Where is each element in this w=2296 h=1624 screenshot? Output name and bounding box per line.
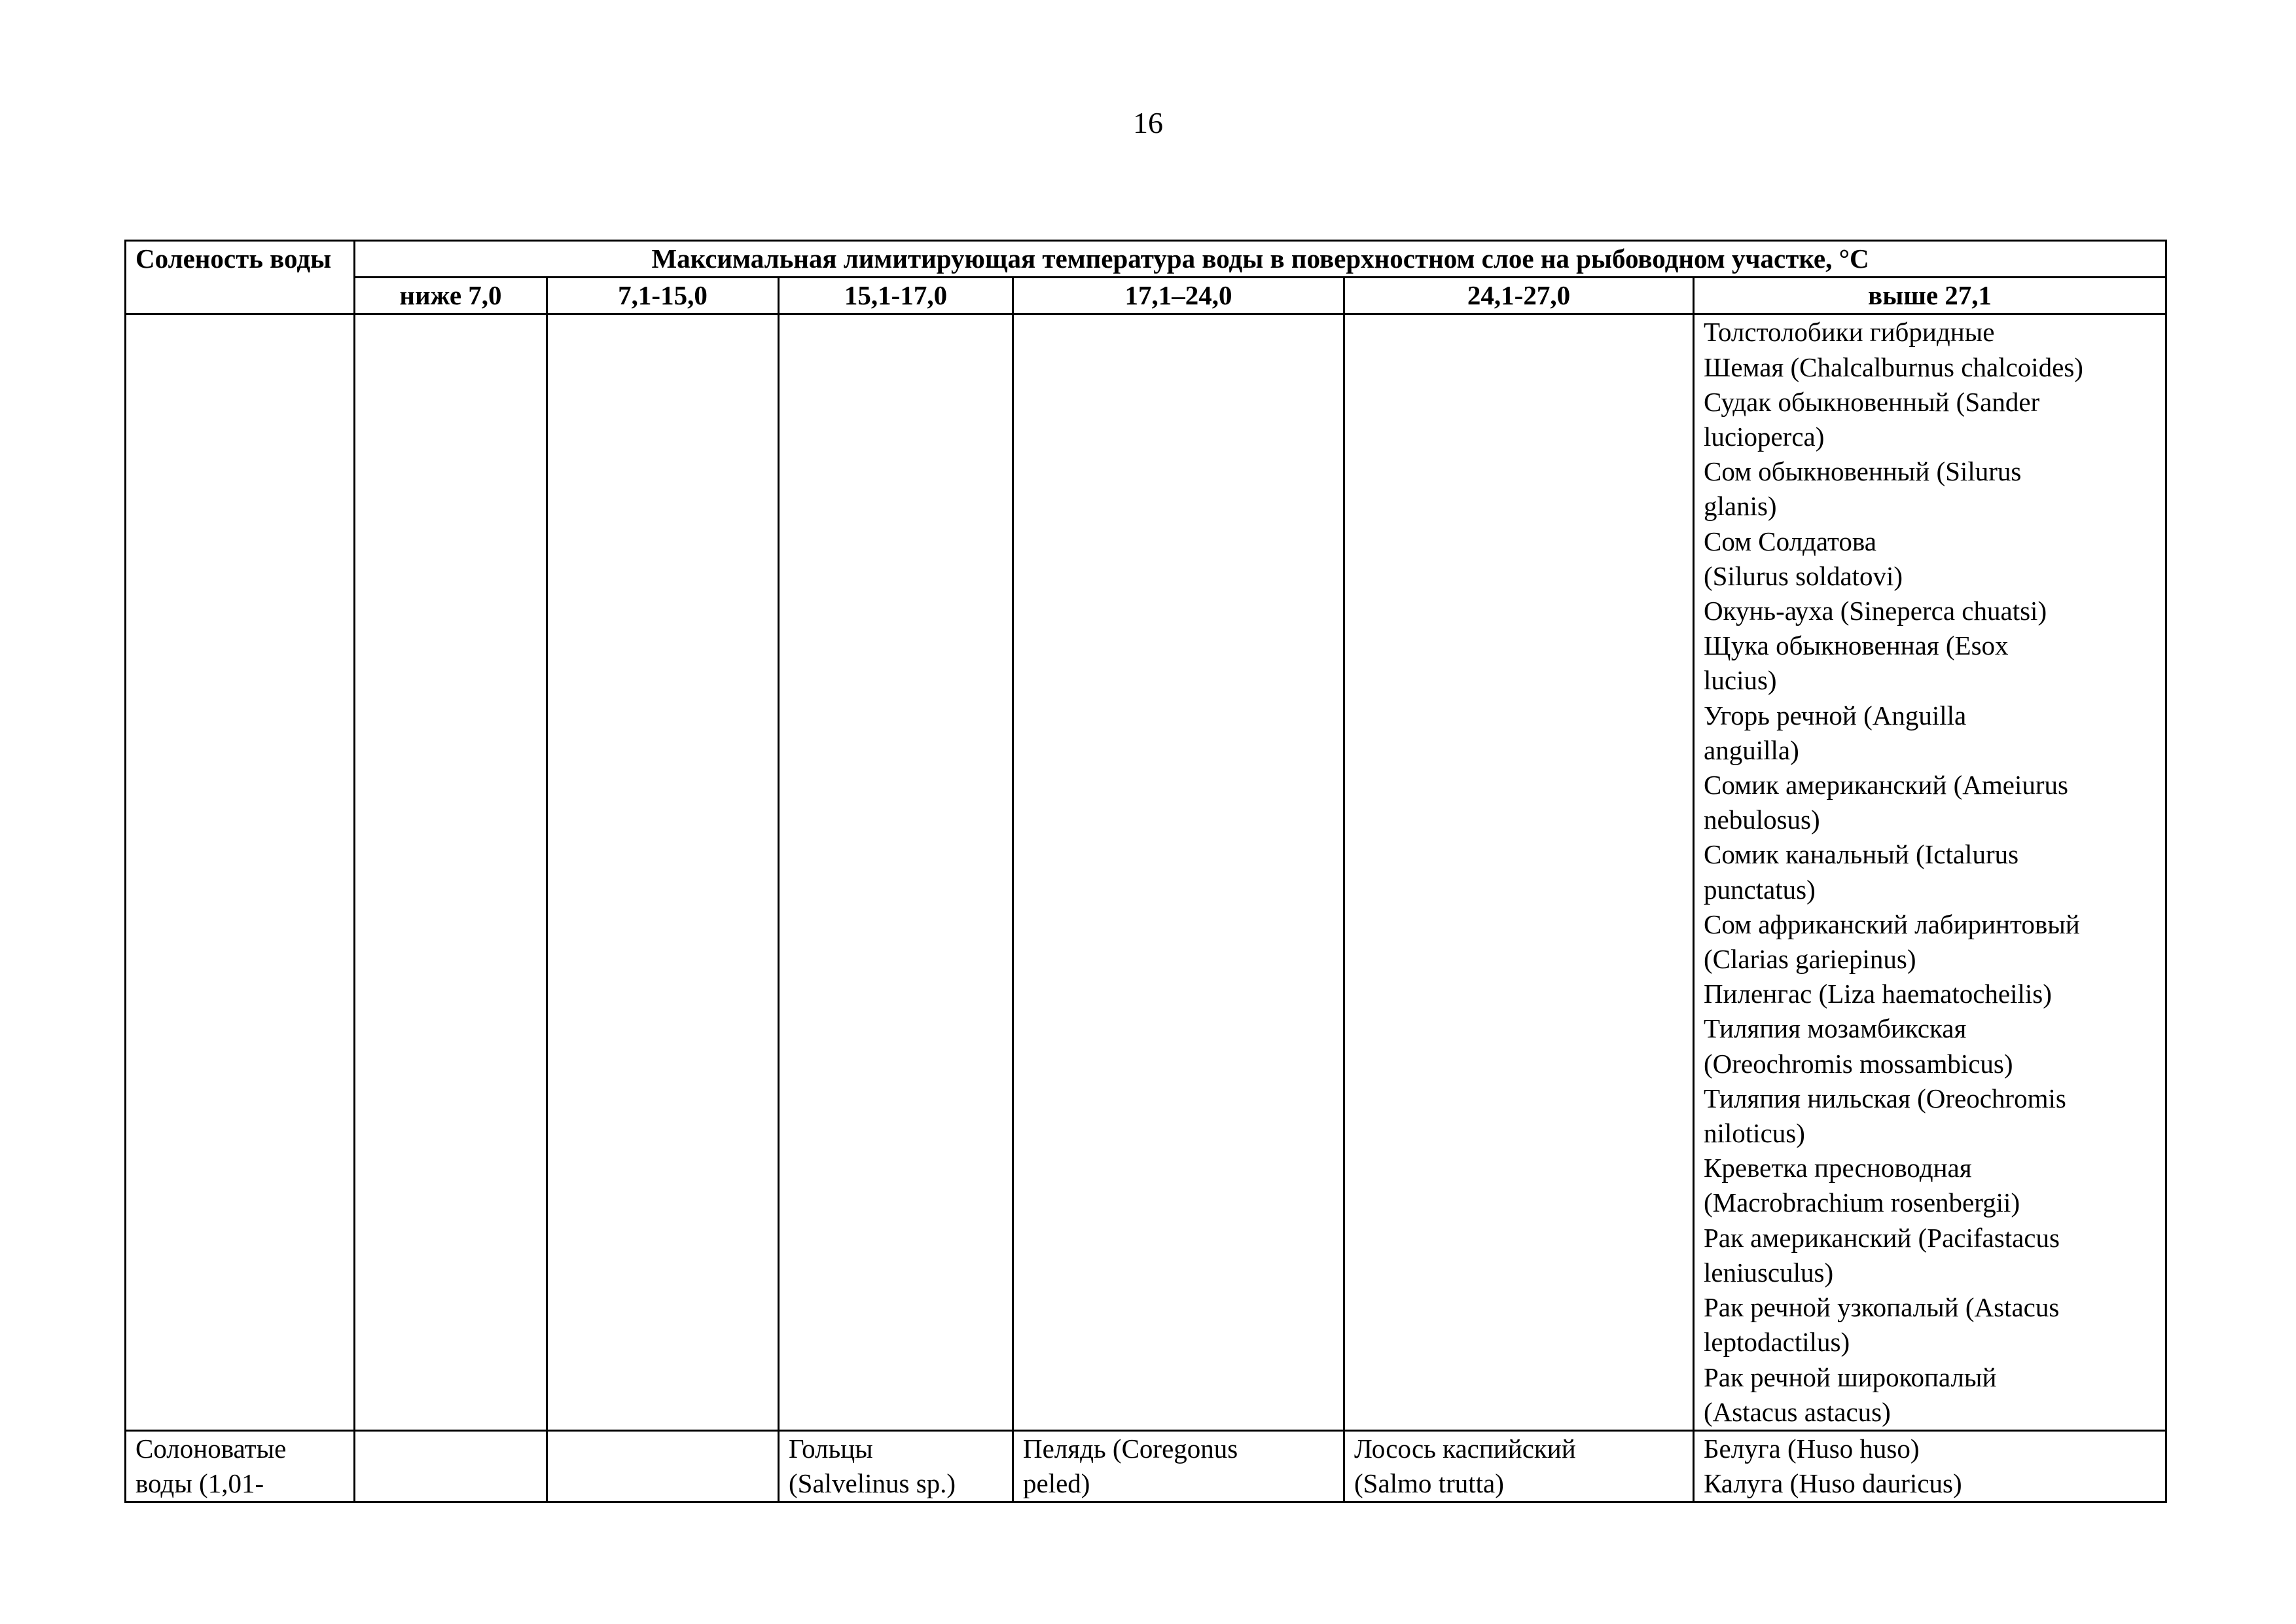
cell-text-line: lucioperca) — [1704, 422, 1825, 452]
cell-text-line: Сомик американский (Ameiurus — [1704, 770, 2068, 801]
cell-text-line: punctatus) — [1704, 874, 1816, 905]
cell-text-line: Судак обыкновенный (Sander — [1704, 386, 2040, 417]
species-list-cell — [1694, 1430, 2166, 1502]
range-header: 24,1-27,0 — [1344, 278, 1694, 314]
table-cell — [355, 314, 547, 1431]
cell-text-line: Тиляпия мозамбикская — [1704, 1013, 1967, 1044]
table-cell — [1013, 314, 1344, 1431]
table-row — [126, 314, 2166, 1431]
cell-text-line: Шемая (Chalcalburnus chalcoides) — [1704, 352, 2083, 382]
range-header: выше 27,1 — [1694, 278, 2166, 314]
cell-text-line: anguilla) — [1704, 734, 1799, 765]
cell-text-line: Пиленгас (Liza haematocheilis) — [1704, 979, 2052, 1009]
species-list-cell — [1344, 1430, 1694, 1502]
range-header: 17,1–24,0 — [1013, 278, 1344, 314]
table-cell — [355, 1430, 547, 1502]
species-list-cell — [1013, 1430, 1344, 1502]
fish-temperature-table — [124, 240, 2167, 1503]
salinity-cell — [126, 1430, 355, 1502]
cell-text-line: воды (1,01- — [135, 1468, 264, 1499]
cell-text-line: Рак речной узкопалый (Astacus — [1704, 1292, 2060, 1323]
cell-text-line: (Macrobrachium rosenbergii) — [1704, 1187, 2020, 1218]
cell-text-line: Тиляпия нильская (Oreochromis — [1704, 1083, 2066, 1113]
cell-text-line: Пелядь (Coregonus — [1023, 1433, 1238, 1464]
cell-text-line: niloticus) — [1704, 1118, 1805, 1149]
cell-text-line: (Clarias gariepinus) — [1704, 944, 1916, 975]
table-cell — [1344, 314, 1694, 1431]
cell-text-line: (Salmo trutta) — [1354, 1468, 1504, 1499]
cell-text-line: Рак американский (Pacifastacus — [1704, 1222, 2060, 1253]
cell-text-line: Сом обыкновенный (Silurus — [1704, 456, 2022, 487]
table-row — [126, 1430, 2166, 1502]
species-list-cell — [779, 1430, 1013, 1502]
range-header: 7,1-15,0 — [547, 278, 779, 314]
cell-text-line: Сом африканский лабиринтовый — [1704, 909, 2080, 939]
cell-text-line: Креветка пресноводная — [1704, 1153, 1972, 1183]
cell-text-line: (Astacus astacus) — [1704, 1396, 1891, 1427]
table-cell — [779, 314, 1013, 1431]
cell-text-line: leniusculus) — [1704, 1257, 1834, 1288]
table-cell — [547, 1430, 779, 1502]
salinity-cell — [126, 314, 355, 1431]
cell-text-line: (Salvelinus sp.) — [789, 1468, 956, 1499]
cell-text-line: Сом Солдатова — [1704, 526, 1876, 556]
cell-text-line: Лосось каспийский — [1354, 1433, 1576, 1464]
cell-text-line: Белуга (Huso huso) — [1704, 1433, 1920, 1464]
cell-text-line: Толстолобики гибридные — [1704, 317, 1995, 348]
salinity-header: Соленость воды — [126, 241, 355, 314]
cell-text-line: Сомик канальный (Ictalurus — [1704, 839, 2019, 870]
cell-text-line: (Oreochromis mossambicus) — [1704, 1048, 2013, 1079]
cell-text-line: Гольцы — [789, 1433, 873, 1464]
header-row-1 — [126, 241, 2166, 278]
header-row-2 — [126, 278, 2166, 314]
cell-text-line: Окунь-ауха (Sineperca chuatsi) — [1704, 596, 2047, 626]
cell-text-line: leptodactilus) — [1704, 1327, 1850, 1358]
table-cell — [547, 314, 779, 1431]
cell-text-line: Угорь речной (Anguilla — [1704, 700, 1967, 731]
species-list-cell — [1694, 314, 2166, 1431]
cell-text-line: (Silurus soldatovi) — [1704, 560, 1903, 591]
cell-text-line: nebulosus) — [1704, 804, 1820, 835]
cell-text-line: peled) — [1023, 1468, 1090, 1499]
cell-text-line: Калуга (Huso dauricus) — [1704, 1468, 1962, 1499]
range-header: ниже 7,0 — [355, 278, 547, 314]
page-number: 16 — [1133, 106, 1163, 139]
cell-text-line: Солоноватые — [135, 1433, 287, 1464]
cell-text-line: Рак речной широкопалый — [1704, 1362, 1997, 1392]
cell-text-line: glanis) — [1704, 491, 1777, 522]
cell-text-line: lucius) — [1704, 665, 1777, 696]
cell-text-line: Щука обыкновенная (Esox — [1704, 630, 2009, 661]
range-header: 15,1-17,0 — [779, 278, 1013, 314]
temperature-group-header: Максимальная лимитирующая температура воды в поверхностном слое на рыбоводном участке, °C — [355, 241, 2166, 278]
